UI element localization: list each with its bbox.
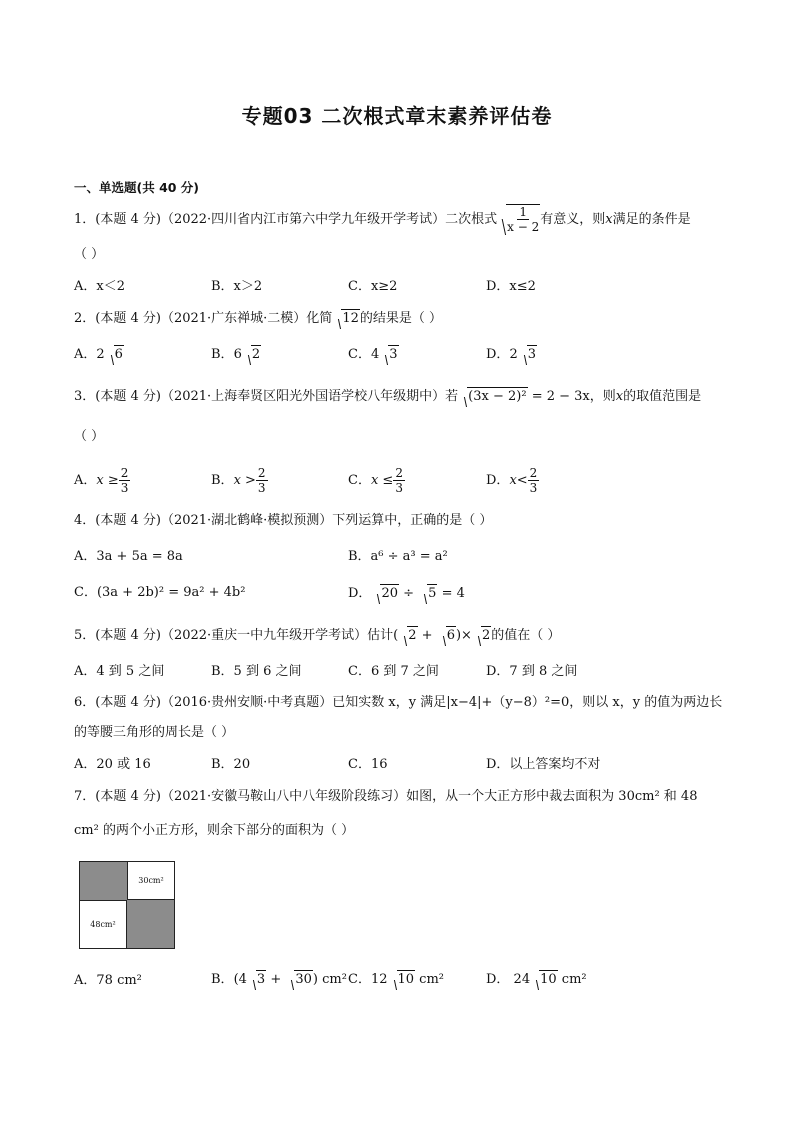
q2-option-c[interactable] xyxy=(348,345,399,364)
q5-plus: + xyxy=(417,628,437,643)
q2-radical xyxy=(332,309,360,328)
q2-stem-b: 的结果是（ ） xyxy=(359,311,442,326)
q1-paren: （ ） xyxy=(74,247,105,262)
q5-option-c[interactable]: C．6 到 7 之间 xyxy=(348,664,439,679)
question-1-stem xyxy=(74,204,691,234)
question-7-stem-line2: cm² 的两个小正方形，则余下部分的面积为（ ） xyxy=(74,823,355,838)
q2-b-label: B． xyxy=(211,347,234,362)
q3-option-c[interactable] xyxy=(348,466,405,495)
square-30 xyxy=(127,862,174,900)
q1-option-b[interactable]: B．x＞2 xyxy=(211,279,263,294)
q1-frac-den: x − 2 xyxy=(507,220,540,234)
q5-open: ( xyxy=(393,628,399,643)
q3-a-label: A． xyxy=(74,473,97,488)
q3-var: x xyxy=(615,389,624,404)
q7-c-rad: 10 xyxy=(397,972,415,987)
q2-a-coef: 2 xyxy=(96,347,105,362)
label-48cm2: 48cm² xyxy=(90,920,116,929)
q7-option-d[interactable] xyxy=(486,970,587,989)
q3-d-rel: x< xyxy=(509,473,528,488)
shaded-square-bottom-right xyxy=(127,900,174,948)
q3-option-a[interactable] xyxy=(74,466,130,495)
q7-c-unit: cm² xyxy=(415,972,444,987)
q7-option-c[interactable] xyxy=(348,970,444,989)
q1-frac-num: 1 xyxy=(519,205,528,219)
q1-option-d[interactable]: D．x≤2 xyxy=(486,279,536,294)
q2-a-label: A． xyxy=(74,347,97,362)
q4-option-c[interactable]: C．(3a + 2b)² = 9a² + 4b² xyxy=(74,585,246,600)
q7-option-b[interactable] xyxy=(211,970,347,989)
q3-d-den: 3 xyxy=(529,481,538,495)
q7-c-label: C．12 xyxy=(348,972,388,987)
q4-d-rad2: 5 xyxy=(428,586,437,601)
q3-b-label: B． xyxy=(211,473,234,488)
question-3-stem xyxy=(74,387,701,406)
q2-c-coef: 4 xyxy=(370,347,380,362)
q7-b-plus: + xyxy=(266,972,286,987)
document-title: 专题03 二次根式章末素养评估卷 xyxy=(241,104,553,128)
q5-option-b[interactable]: B．5 到 6 之间 xyxy=(211,664,302,679)
q2-d-rad: 3 xyxy=(527,347,536,362)
q3-c-rel: x ≤ xyxy=(370,473,394,488)
q3-stem-a: 3．(本题 4 分)（2021·上海奉贤区阳光外国语学校八年级期中）若 xyxy=(74,389,459,404)
q4-option-b[interactable]: B．a⁶ ÷ a³ = a² xyxy=(348,549,448,564)
q3-c-label: C． xyxy=(348,473,371,488)
q3-b-num: 2 xyxy=(257,466,266,480)
q3-option-d[interactable] xyxy=(486,466,539,495)
q2-option-a[interactable] xyxy=(74,345,124,364)
q4-option-d[interactable] xyxy=(348,584,465,603)
q3-c-den: 3 xyxy=(395,481,403,495)
q1-option-a[interactable]: A．x＜2 xyxy=(74,279,125,294)
q2-c-rad: 3 xyxy=(389,347,398,362)
q5-close: )× xyxy=(455,628,472,643)
q2-option-d[interactable] xyxy=(486,345,537,364)
q7-b-label: B． xyxy=(211,972,234,987)
q1-stem-a: 1．(本题 4 分)（2022·四川省内江市第六中学九年级开学考试）二次根式 xyxy=(74,212,498,227)
q2-b-coef: 6 xyxy=(233,347,242,362)
q5-option-d[interactable]: D．7 到 8 之间 xyxy=(486,664,578,679)
q4-d-mid: ÷ xyxy=(398,586,419,601)
q5-rad2: 6 xyxy=(446,628,455,643)
q3-rhs: = 2 − 3x xyxy=(531,389,590,404)
q4-d-rad1: 20 xyxy=(381,586,398,601)
q4-option-a[interactable]: A．3a + 5a = 8a xyxy=(74,549,183,564)
q1-stem-c: 满足的条件是 xyxy=(612,212,691,227)
q7-b-rad1: 3 xyxy=(256,972,266,987)
question-4-stem: 4．(本题 4 分)（2021·湖北鹤峰·模拟预测）下列运算中，正确的是（ ） xyxy=(74,513,493,528)
q1-radical xyxy=(497,204,540,234)
q5-rad1: 2 xyxy=(408,628,417,643)
q1-option-c[interactable]: C．x≥2 xyxy=(348,279,398,294)
square-48 xyxy=(80,900,127,948)
q3-option-b[interactable] xyxy=(211,466,268,495)
q3-c-num: 2 xyxy=(395,466,403,480)
q2-d-coef: 2 xyxy=(509,347,518,362)
q7-b-rad2: 30 xyxy=(295,972,312,987)
q3-a-rel: x ≥ xyxy=(96,473,119,488)
question-7-stem-line1: 7．(本题 4 分)（2021·安徽马鞍山八中八年级阶段练习）如图，从一个大正方形中裁去面积为 30cm² 和 48 xyxy=(74,789,698,804)
q7-b-coef: (4 xyxy=(233,972,247,987)
question-2-stem xyxy=(74,309,442,328)
q3-stem-b: ，则 xyxy=(589,389,616,404)
q2-radicand: 12 xyxy=(342,311,359,326)
q3-stem-c: 的取值范围是 xyxy=(623,389,702,404)
q3-b-den: 3 xyxy=(257,481,266,495)
q5-stem-a: 5．(本题 4 分)（2022·重庆一中九年级开学考试）估计 xyxy=(74,628,394,643)
q5-option-a[interactable]: A．4 到 5 之间 xyxy=(74,664,165,679)
q3-d-label: D． xyxy=(486,473,510,488)
q3-a-num: 2 xyxy=(120,466,129,480)
q6-option-d[interactable]: D．以上答案均不对 xyxy=(486,757,601,772)
q3-paren: （ ） xyxy=(74,429,105,444)
q7-b-end: ) cm² xyxy=(312,972,347,987)
q2-stem-a: 2．(本题 4 分)（2021·广东禅城·二模）化简 xyxy=(74,311,333,326)
q3-radicand: (3x − 2)² xyxy=(468,389,527,404)
q7-d-rad: 10 xyxy=(540,972,557,987)
q7-d-unit: cm² xyxy=(557,972,587,987)
section-heading: 一、单选题(共 40 分) xyxy=(74,180,200,195)
q3-a-den: 3 xyxy=(120,481,129,495)
q2-c-label: C． xyxy=(348,347,371,362)
q7-option-a[interactable]: A．78 cm² xyxy=(74,973,142,988)
question-6-stem-line2: 的等腰三角形的周长是（ ） xyxy=(74,725,235,740)
question-6-stem-line1: 6．(本题 4 分)（2016·贵州安顺·中考真题）已知实数 x，y 满足|x−4|+（y−8）²=0，则以 x，y 的值为两边长 xyxy=(74,695,723,710)
shaded-square-top-left xyxy=(80,862,127,900)
q6-option-b[interactable]: B．20 xyxy=(211,757,251,772)
q1-var: x xyxy=(605,212,613,227)
q2-d-label: D． xyxy=(486,347,510,362)
question-5-stem xyxy=(74,626,560,645)
q2-option-b[interactable] xyxy=(211,345,261,364)
q6-option-a[interactable]: A．20 或 16 xyxy=(74,757,151,772)
q4-d-end: = 4 xyxy=(437,586,465,601)
squares-figure xyxy=(79,861,175,949)
q3-b-rel: x > xyxy=(233,473,256,488)
q3-d-num: 2 xyxy=(529,466,538,480)
q7-d-label: D． 24 xyxy=(486,972,531,987)
q5-rad3: 2 xyxy=(481,628,491,643)
q4-d-label: D． xyxy=(348,586,372,601)
q3-radical xyxy=(458,387,527,406)
q1-stem-b: 有意义，则 xyxy=(540,212,606,227)
q6-option-c[interactable]: C．16 xyxy=(348,757,388,772)
label-30cm2: 30cm² xyxy=(138,876,164,885)
q5-stem-b: 的值在（ ） xyxy=(491,628,561,643)
q2-b-rad: 2 xyxy=(251,347,261,362)
q2-a-rad: 6 xyxy=(114,347,123,362)
